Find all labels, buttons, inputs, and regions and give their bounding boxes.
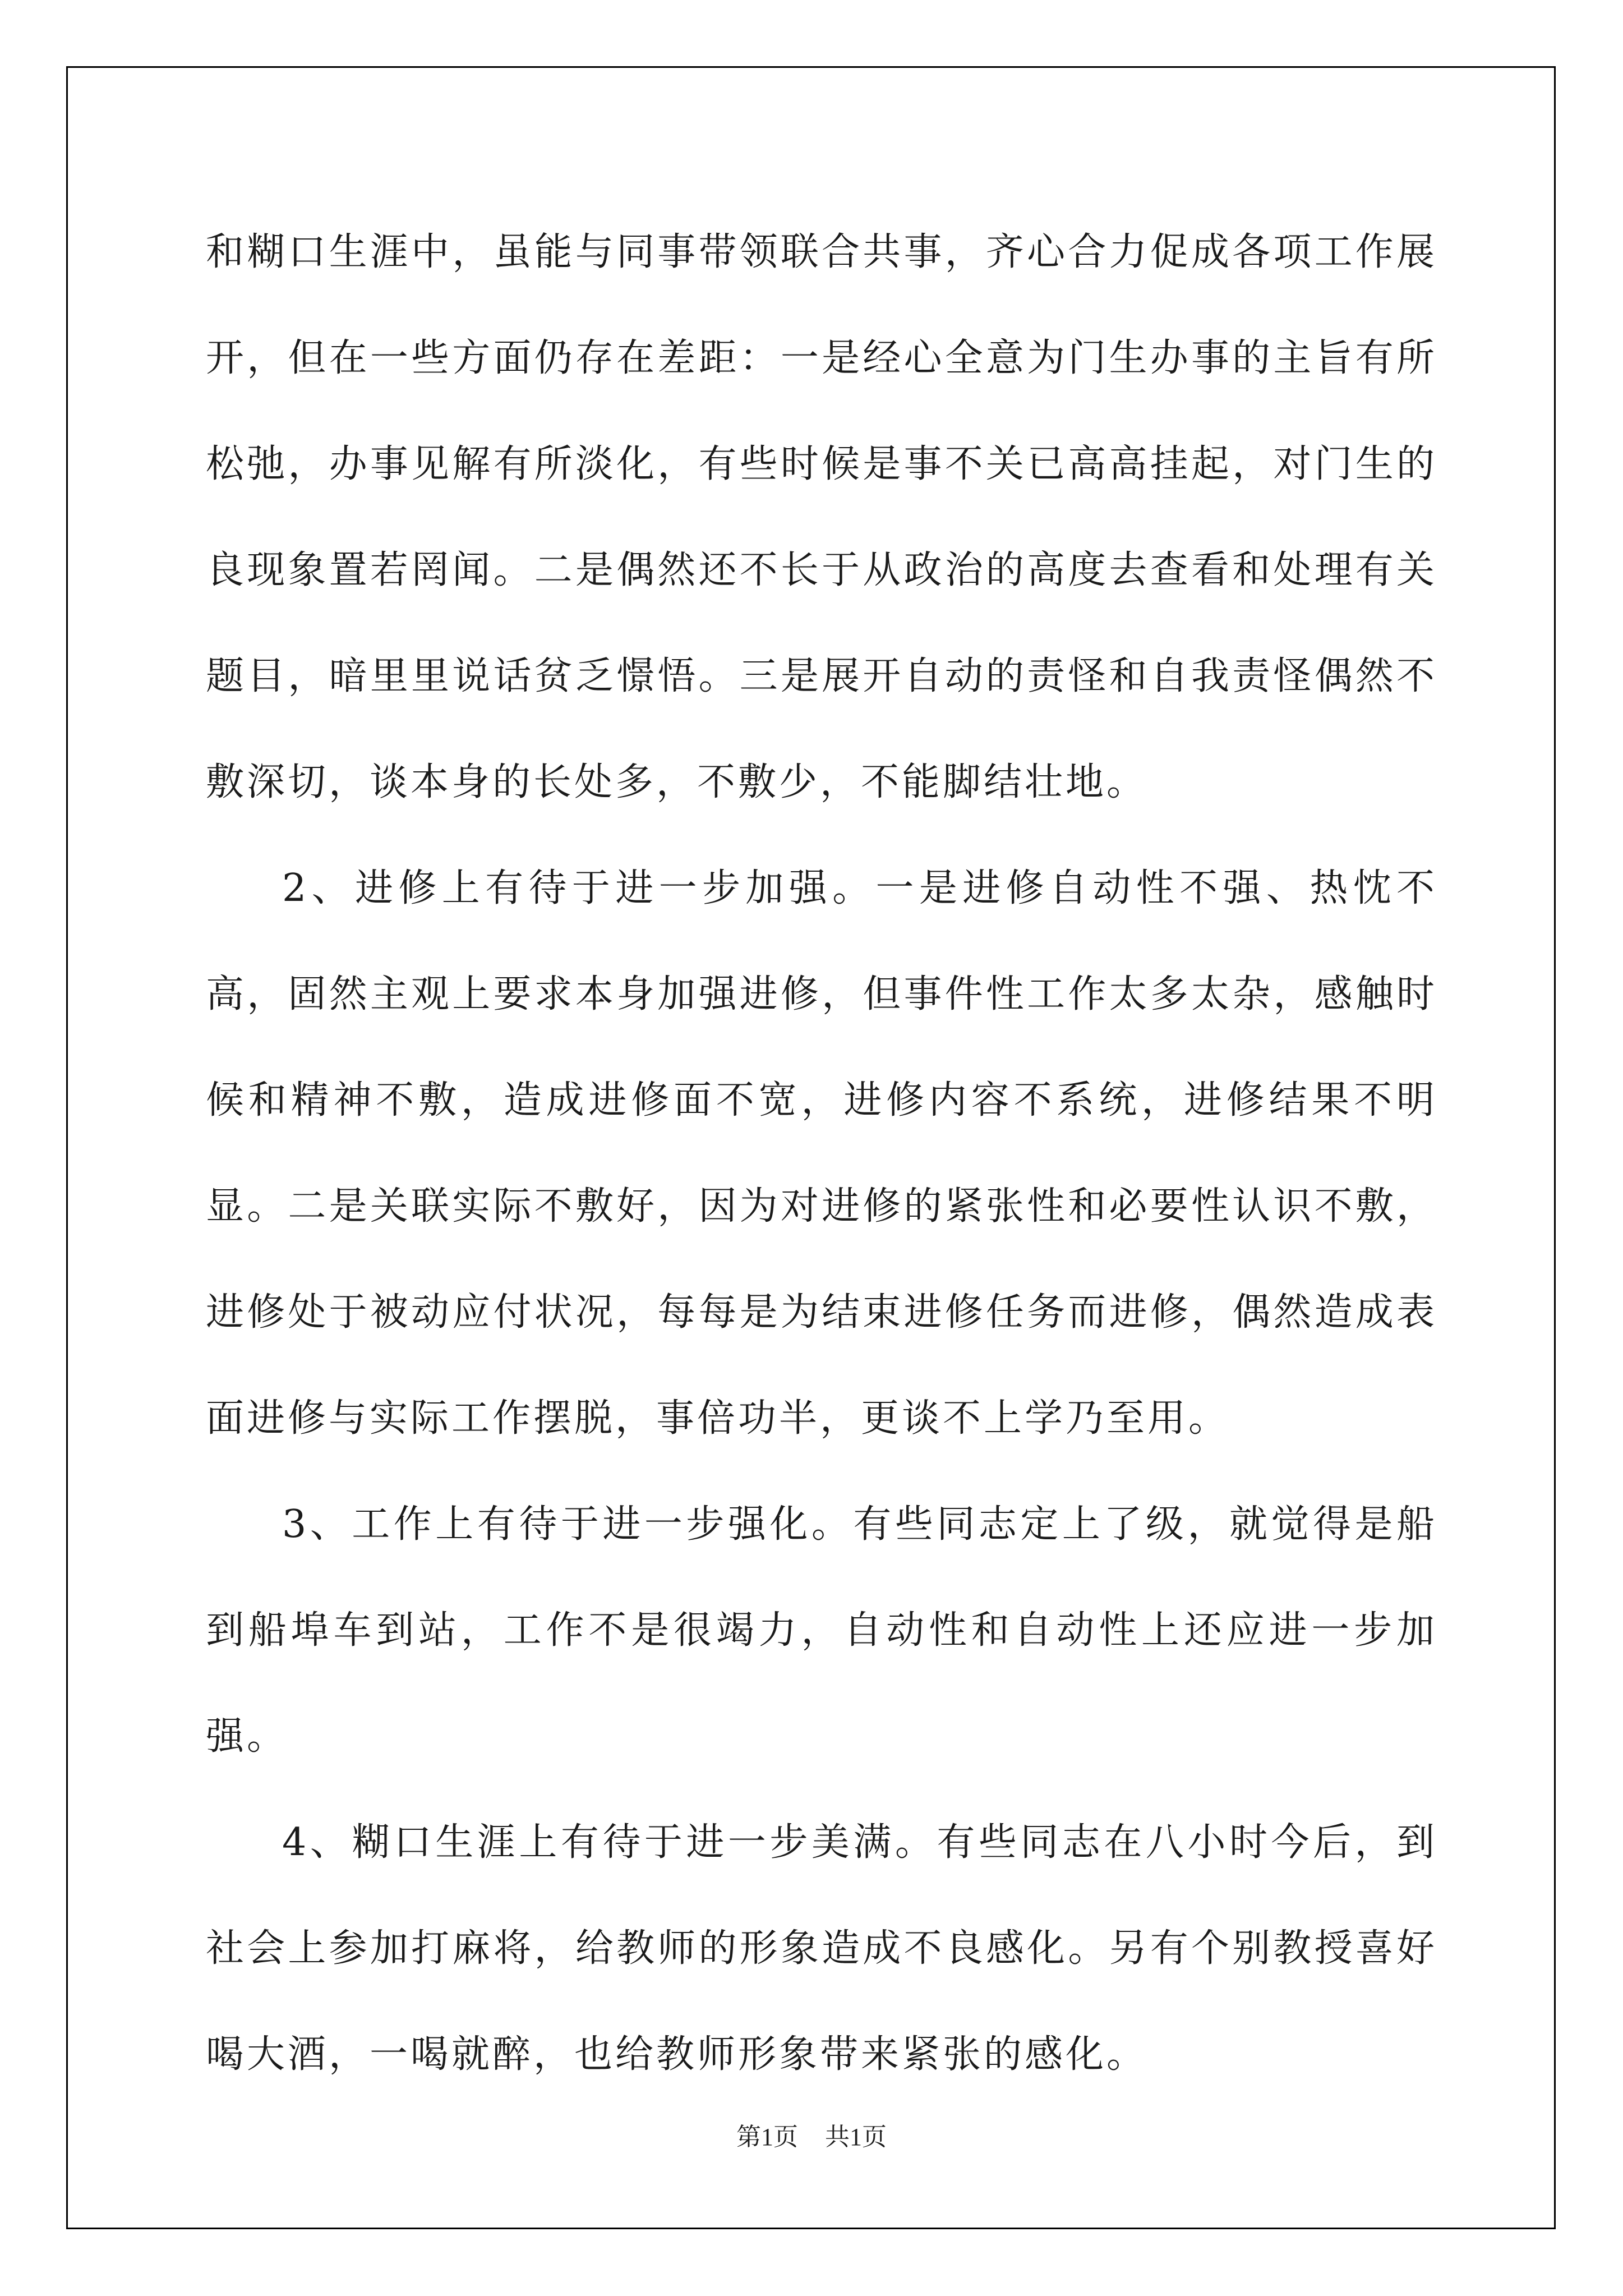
document-body [206, 199, 1437, 2108]
paragraph-life: 4、糊口生涯上有待于进一步美满。有些同志在八小时今后，到社会上参加打麻将，给教师的形象造成不良感化。另有个别教授喜好喝大酒，一喝就醉，也给教师形象带来紧张的感化。 [206, 1820, 1437, 2077]
paragraph-study: 2、进修上有待于进一步加强。一是进修自动性不强、热忱不高，固然主观上要求本身加强进修，但事件性工作太多太杂，感触时候和精神不敷，造成进修面不宽，进修内容不系统，进修结果不明显。二是关联实际不敷好，因为对进修的紧张性和必要性认识不敷，进修处于被动应付状况，每每是为结束进修任务而进修，偶然造成表面进修与实际工作摆脱，事倍功半，更谈不上学乃至用。 [206, 866, 1437, 1441]
paragraph-continuation: 和糊口生涯中，虽能与同事带领联合共事，齐心合力促成各项工作展开，但在一些方面仍存在差距：一是经心全意为门生办事的主旨有所松弛，办事见解有所淡化，有些时候是事不关已高高挂起，对门生的良现象置若罔闻。二是偶然还不长于从政治的高度去查看和处理有关题目，暗里里说话贫乏憬悟。三是展开自动的责怪和自我责怪偶然不敷深切，谈本身的长处多，不敷少，不能脚结壮地。 [206, 230, 1437, 804]
page-footer [0, 2120, 1623, 2154]
page-total: 共1页 [825, 2123, 887, 2151]
page-number: 第1页 [736, 2123, 798, 2151]
paragraph-work: 3、工作上有待于进一步强化。有些同志定上了级，就觉得是船到船埠车到站，工作不是很竭力，自动性和自动性上还应进一步加强。 [206, 1502, 1437, 1759]
